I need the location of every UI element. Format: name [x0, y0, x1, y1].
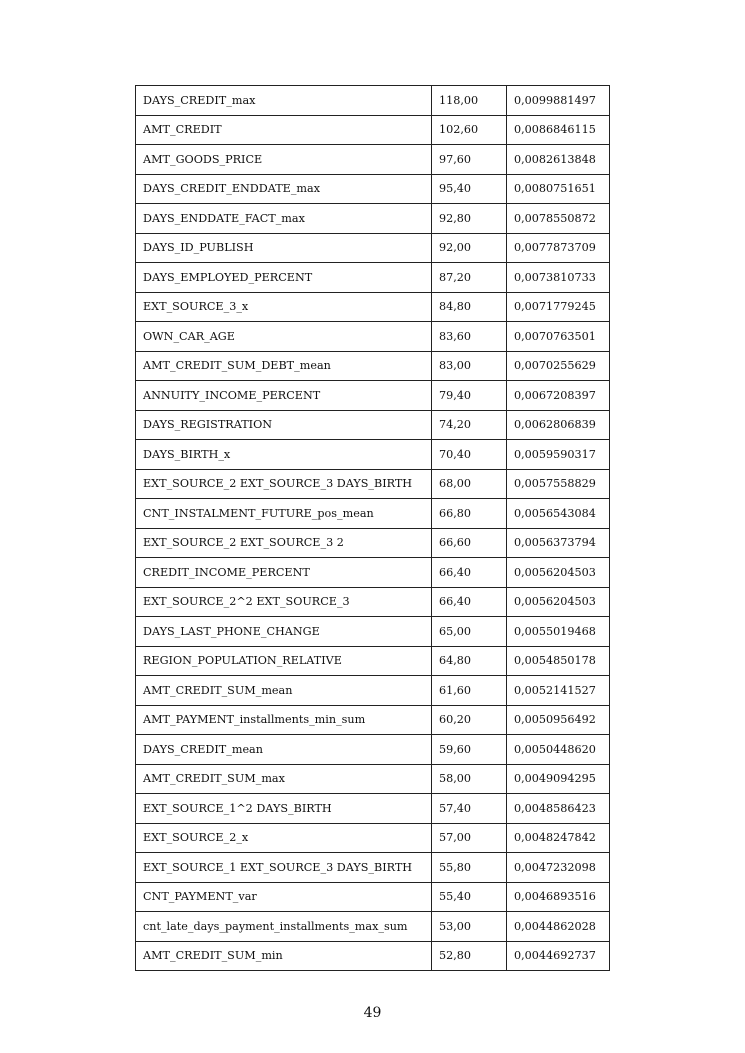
importance-share-cell: 0,0067208397: [507, 381, 610, 411]
importance-share-cell: 0,0049094295: [507, 764, 610, 794]
importance-share-cell: 0,0071779245: [507, 292, 610, 322]
feature-name-cell: DAYS_ID_PUBLISH: [136, 233, 432, 263]
importance-share-cell: 0,0078550872: [507, 204, 610, 234]
feature-name-cell: EXT_SOURCE_2^2 EXT_SOURCE_3: [136, 587, 432, 617]
importance-score-cell: 84,80: [432, 292, 507, 322]
importance-score-cell: 83,60: [432, 322, 507, 352]
importance-score-cell: 65,00: [432, 617, 507, 647]
feature-name-cell: AMT_GOODS_PRICE: [136, 145, 432, 175]
feature-name-cell: CNT_PAYMENT_var: [136, 882, 432, 912]
table-row: [136, 351, 610, 381]
importance-share-cell: 0,0046893516: [507, 882, 610, 912]
feature-name-cell: DAYS_EMPLOYED_PERCENT: [136, 263, 432, 293]
importance-share-cell: 0,0077873709: [507, 233, 610, 263]
feature-name-cell: AMT_PAYMENT_installments_min_sum: [136, 705, 432, 735]
table-row: [136, 292, 610, 322]
table-body: [136, 86, 610, 971]
table-row: [136, 735, 610, 765]
table-row: [136, 882, 610, 912]
table-row: [136, 794, 610, 824]
feature-name-cell: DAYS_ENDDATE_FACT_max: [136, 204, 432, 234]
importance-share-cell: 0,0054850178: [507, 646, 610, 676]
feature-name-cell: ANNUITY_INCOME_PERCENT: [136, 381, 432, 411]
importance-score-cell: 68,00: [432, 469, 507, 499]
importance-share-cell: 0,0048586423: [507, 794, 610, 824]
table-row: [136, 764, 610, 794]
table-row: [136, 233, 610, 263]
feature-name-cell: DAYS_CREDIT_max: [136, 86, 432, 116]
importance-score-cell: 55,40: [432, 882, 507, 912]
importance-score-cell: 53,00: [432, 912, 507, 942]
table-row: [136, 617, 610, 647]
feature-name-cell: DAYS_CREDIT_mean: [136, 735, 432, 765]
feature-name-cell: EXT_SOURCE_2 EXT_SOURCE_3 2: [136, 528, 432, 558]
table-row: [136, 174, 610, 204]
importance-share-cell: 0,0044862028: [507, 912, 610, 942]
table-row: [136, 410, 610, 440]
importance-share-cell: 0,0059590317: [507, 440, 610, 470]
importance-score-cell: 66,80: [432, 499, 507, 529]
importance-share-cell: 0,0082613848: [507, 145, 610, 175]
importance-score-cell: 66,40: [432, 587, 507, 617]
importance-score-cell: 87,20: [432, 263, 507, 293]
importance-share-cell: 0,0070763501: [507, 322, 610, 352]
importance-score-cell: 74,20: [432, 410, 507, 440]
feature-name-cell: DAYS_LAST_PHONE_CHANGE: [136, 617, 432, 647]
importance-share-cell: 0,0044692737: [507, 941, 610, 971]
importance-share-cell: 0,0050448620: [507, 735, 610, 765]
importance-score-cell: 55,80: [432, 853, 507, 883]
importance-score-cell: 52,80: [432, 941, 507, 971]
importance-score-cell: 95,40: [432, 174, 507, 204]
feature-name-cell: EXT_SOURCE_2 EXT_SOURCE_3 DAYS_BIRTH: [136, 469, 432, 499]
importance-score-cell: 92,00: [432, 233, 507, 263]
importance-share-cell: 0,0057558829: [507, 469, 610, 499]
importance-share-cell: 0,0070255629: [507, 351, 610, 381]
table-row: [136, 115, 610, 145]
feature-name-cell: AMT_CREDIT_SUM_max: [136, 764, 432, 794]
feature-name-cell: EXT_SOURCE_1^2 DAYS_BIRTH: [136, 794, 432, 824]
importance-score-cell: 64,80: [432, 646, 507, 676]
importance-share-cell: 0,0086846115: [507, 115, 610, 145]
table-row: [136, 469, 610, 499]
feature-name-cell: AMT_CREDIT_SUM_mean: [136, 676, 432, 706]
table-row: [136, 86, 610, 116]
importance-score-cell: 66,40: [432, 558, 507, 588]
table-row: [136, 853, 610, 883]
importance-share-cell: 0,0099881497: [507, 86, 610, 116]
feature-name-cell: AMT_CREDIT_SUM_DEBT_mean: [136, 351, 432, 381]
table-row: [136, 381, 610, 411]
importance-score-cell: 102,60: [432, 115, 507, 145]
importance-score-cell: 92,80: [432, 204, 507, 234]
feature-name-cell: AMT_CREDIT: [136, 115, 432, 145]
table-row: [136, 941, 610, 971]
feature-name-cell: REGION_POPULATION_RELATIVE: [136, 646, 432, 676]
feature-name-cell: cnt_late_days_payment_installments_max_sum: [136, 912, 432, 942]
table-row: [136, 705, 610, 735]
table-row: [136, 646, 610, 676]
importance-share-cell: 0,0073810733: [507, 263, 610, 293]
table-row: [136, 440, 610, 470]
importance-share-cell: 0,0056204503: [507, 587, 610, 617]
table-row: [136, 587, 610, 617]
importance-score-cell: 57,40: [432, 794, 507, 824]
importance-score-cell: 66,60: [432, 528, 507, 558]
importance-score-cell: 59,60: [432, 735, 507, 765]
feature-name-cell: DAYS_CREDIT_ENDDATE_max: [136, 174, 432, 204]
table-row: [136, 558, 610, 588]
table-row: [136, 912, 610, 942]
table-row: [136, 263, 610, 293]
table-row: [136, 145, 610, 175]
importance-score-cell: 61,60: [432, 676, 507, 706]
table-row: [136, 204, 610, 234]
importance-share-cell: 0,0080751651: [507, 174, 610, 204]
feature-name-cell: EXT_SOURCE_3_x: [136, 292, 432, 322]
feature-name-cell: AMT_CREDIT_SUM_min: [136, 941, 432, 971]
importance-share-cell: 0,0056204503: [507, 558, 610, 588]
importance-share-cell: 0,0056373794: [507, 528, 610, 558]
feature-name-cell: DAYS_REGISTRATION: [136, 410, 432, 440]
importance-share-cell: 0,0050956492: [507, 705, 610, 735]
importance-score-cell: 70,40: [432, 440, 507, 470]
importance-score-cell: 60,20: [432, 705, 507, 735]
table-row: [136, 499, 610, 529]
page-number: 49: [363, 1005, 382, 1021]
importance-score-cell: 58,00: [432, 764, 507, 794]
table-row: [136, 322, 610, 352]
importance-share-cell: 0,0062806839: [507, 410, 610, 440]
importance-share-cell: 0,0056543084: [507, 499, 610, 529]
importance-share-cell: 0,0047232098: [507, 853, 610, 883]
feature-name-cell: CNT_INSTALMENT_FUTURE_pos_mean: [136, 499, 432, 529]
importance-score-cell: 57,00: [432, 823, 507, 853]
table-row: [136, 528, 610, 558]
feature-name-cell: EXT_SOURCE_1 EXT_SOURCE_3 DAYS_BIRTH: [136, 853, 432, 883]
importance-score-cell: 97,60: [432, 145, 507, 175]
importance-score-cell: 118,00: [432, 86, 507, 116]
feature-name-cell: EXT_SOURCE_2_x: [136, 823, 432, 853]
feature-name-cell: CREDIT_INCOME_PERCENT: [136, 558, 432, 588]
importance-share-cell: 0,0052141527: [507, 676, 610, 706]
importance-share-cell: 0,0055019468: [507, 617, 610, 647]
importance-share-cell: 0,0048247842: [507, 823, 610, 853]
importance-score-cell: 79,40: [432, 381, 507, 411]
feature-importance-table: [135, 85, 610, 971]
table-row: [136, 676, 610, 706]
table-row: [136, 823, 610, 853]
feature-name-cell: DAYS_BIRTH_x: [136, 440, 432, 470]
importance-score-cell: 83,00: [432, 351, 507, 381]
feature-name-cell: OWN_CAR_AGE: [136, 322, 432, 352]
